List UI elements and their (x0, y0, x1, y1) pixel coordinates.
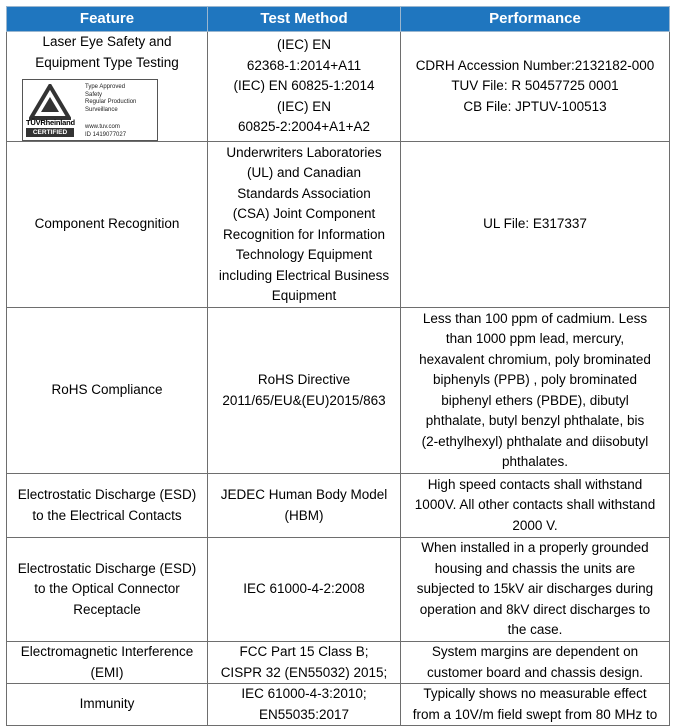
feature-line: Component Recognition (34, 216, 180, 232)
feature-cell (7, 474, 208, 538)
performance-line: Typically shows no measurable effect (423, 686, 647, 701)
badge-side-line: Surveillance (85, 106, 118, 113)
table-row (7, 142, 670, 308)
method-cell (208, 142, 401, 308)
performance-line: CB File: JPTUV-100513 (463, 98, 607, 114)
performance-line: System margins are dependent on (431, 644, 639, 659)
method-line: 60825-2:2004+A1+A2 (237, 119, 371, 135)
feature-cell (7, 684, 208, 726)
feature-cell (7, 538, 208, 642)
badge-side-text (85, 84, 136, 114)
feature-line: (EMI) (90, 664, 124, 680)
method-cell (208, 32, 401, 142)
method-cell (208, 308, 401, 474)
badge-bottom-line: www.tuv.com (85, 124, 120, 130)
feature-cell (7, 642, 208, 684)
feature-line: Equipment Type Testing (35, 54, 179, 70)
method-line: (IEC) EN 60825-1:2014 (233, 78, 375, 94)
performance-line: the case. (507, 622, 563, 638)
table-row (7, 538, 670, 642)
method-line: 2011/65/EU&(EU)2015/863 (222, 392, 386, 408)
feature-cell (7, 308, 208, 474)
feature-line: Electrostatic Discharge (ESD) (17, 560, 197, 576)
performance-line: housing and chassis the units are (434, 560, 636, 576)
badge-side-line: Safety (85, 91, 103, 98)
performance-line: than 1000 ppm lead, mercury, (445, 331, 625, 346)
performance-line: phthalate, butyl benzyl phthalate, bis (425, 413, 645, 428)
header-test-method: Test Method (208, 7, 401, 32)
method-cell (208, 474, 401, 538)
performance-line: CDRH Accession Number:2132182-000 (415, 57, 655, 73)
performance-line: Less than 100 ppm of cadmium. Less (422, 310, 648, 326)
performance-line: 1000V. All other contacts shall withstand (414, 497, 656, 513)
performance-line: from a 10V/m field swept from 80 MHz to (412, 706, 658, 722)
method-line: Underwriters Laboratories (226, 144, 382, 160)
badge-bottom-line: ID 1419077027 (85, 131, 127, 138)
performance-cell (401, 474, 670, 538)
method-line: RoHS Directive (257, 372, 351, 387)
performance-line: High speed contacts shall withstand (427, 476, 643, 492)
method-cell (208, 538, 401, 642)
performance-cell (401, 32, 670, 142)
feature-line: to the Optical Connector (34, 581, 180, 597)
performance-cell (401, 308, 670, 474)
feature-line: Electrostatic Discharge (ESD) (17, 487, 197, 502)
feature-cell (7, 142, 208, 308)
performance-line: operation and 8kV direct discharges to (419, 601, 651, 617)
performance-line: subjected to 15kV air discharges during (416, 581, 654, 597)
performance-cell (401, 142, 670, 308)
feature-line: Laser Eye Safety and (42, 34, 172, 49)
method-line: CISPR 32 (EN55032) 2015; (220, 664, 388, 680)
performance-line: UL File: E317337 (483, 216, 587, 232)
method-line: (UL) and Canadian (246, 165, 362, 180)
feature-line: Immunity (79, 696, 135, 712)
specs-table (6, 6, 670, 726)
feature-line: Electromagnetic Interference (20, 644, 194, 659)
performance-cell (401, 538, 670, 642)
performance-line: 2000 V. (512, 517, 558, 533)
performance-cell (401, 684, 670, 726)
performance-line: biphenyl ethers (PBDE), dibutyl (441, 392, 629, 408)
performance-line: phthalates. (501, 454, 569, 469)
tuv-triangle-logo-icon (29, 84, 71, 120)
badge-side-line: Regular Production (85, 99, 137, 105)
method-cell (208, 684, 401, 726)
badge-bottom-text (85, 124, 126, 139)
header-row (7, 7, 670, 32)
method-line: EN55035:2017 (258, 706, 350, 722)
feature-line: Receptacle (73, 601, 141, 617)
performance-line: customer board and chassis design. (426, 664, 644, 680)
badge-certified: CERTIFIED (26, 128, 74, 137)
method-line: (HBM) (284, 507, 324, 523)
performance-line: When installed in a properly grounded (421, 540, 649, 556)
header-feature: Feature (7, 7, 208, 32)
method-line: JEDEC Human Body Model (220, 487, 388, 502)
badge-side-line: Type Approved (85, 84, 126, 90)
method-line: Standards Association (237, 185, 371, 201)
table-row (7, 642, 670, 684)
method-line: IEC 61000-4-3:2010; (241, 686, 367, 701)
method-line: including Electrical Business (218, 267, 390, 283)
method-line: 62368-1:2014+A11 (246, 57, 362, 73)
table-row (7, 684, 670, 726)
performance-line: biphenyls (PPB) , poly brominated (432, 372, 638, 387)
header-performance: Performance (401, 7, 670, 32)
tuv-certified-badge (22, 79, 158, 141)
badge-brand: TÜVRheinland (26, 118, 75, 127)
performance-cell (401, 642, 670, 684)
performance-line: TUV File: R 50457725 0001 (451, 78, 619, 94)
feature-cell (7, 32, 208, 142)
method-line: (IEC) EN (277, 37, 331, 53)
feature-line: RoHS Compliance (51, 382, 163, 398)
method-line: IEC 61000-4-2:2008 (243, 581, 365, 597)
table-row (7, 474, 670, 538)
method-cell (208, 642, 401, 684)
method-line: FCC Part 15 Class B; (239, 644, 369, 659)
method-line: (IEC) EN (277, 98, 331, 114)
method-line: Technology Equipment (235, 247, 373, 262)
method-line: Equipment (271, 288, 337, 303)
feature-line: to the Electrical Contacts (32, 507, 182, 523)
performance-line: hexavalent chromium, poly brominated (419, 351, 651, 367)
table-row (7, 32, 670, 142)
method-line: Recognition for Information (222, 226, 386, 242)
performance-line: (2-ethylhexyl) phthalate and diisobutyl (421, 433, 649, 449)
table-row (7, 308, 670, 474)
method-line: (CSA) Joint Component (232, 206, 376, 221)
